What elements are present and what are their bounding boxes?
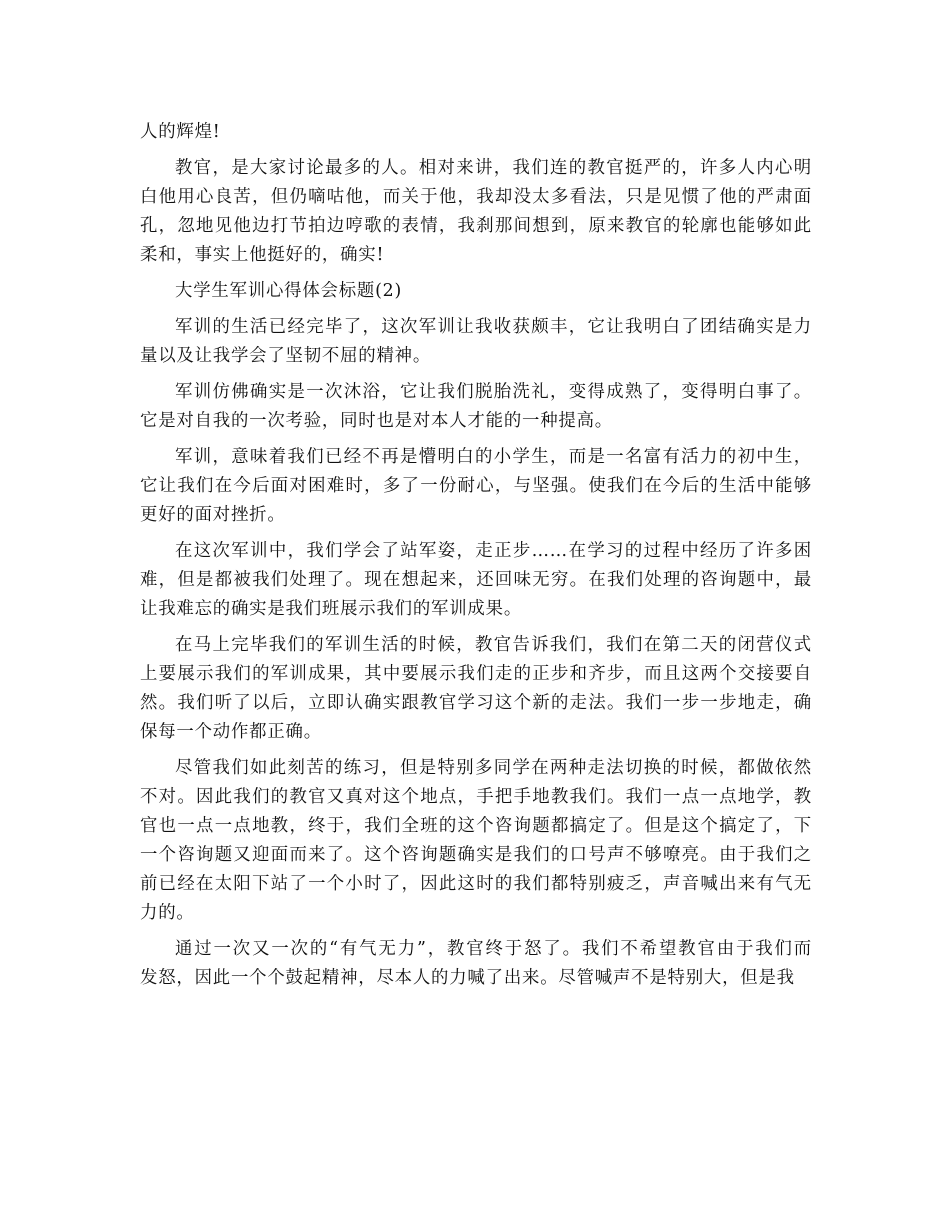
document-body	[140, 118, 812, 993]
paragraph-line: 更好的面对挫折。	[140, 505, 286, 525]
paragraph-line: 通过一次又一次的“有气无力”，教官终于怒了。我们不希望教官由于我们而	[175, 939, 812, 959]
paragraph-line: 在这次军训中，我们学会了站军姿，走正步……在学习的过程中经历了许多困	[175, 541, 812, 561]
paragraph-line: 难，但是都被我们处理了。现在想起来，还回味无穷。在我们处理的咨询题中，最	[140, 570, 812, 590]
paragraph-line: 上要展示我们的军训成果，其中要展示我们走的正步和齐步，而且这两个交接要自	[140, 664, 812, 684]
paragraph-line: 孔，忽地见他边打节拍边哼歌的表情，我刹那间想到，原来教官的轮廓也能够如此	[140, 216, 812, 236]
paragraph-line: 军训，意味着我们已经不再是懵明白的小学生，而是一名富有活力的初中生，	[175, 447, 812, 467]
paragraph-line: 白他用心良苦，但仍嘀咕他，而关于他，我却没太多看法，只是见惯了他的严肃面	[140, 187, 812, 207]
paragraph	[140, 631, 812, 747]
paragraph-line: 保每一个动作都正确。	[140, 722, 322, 742]
paragraph	[140, 935, 812, 993]
paragraph	[140, 754, 812, 928]
paragraph-line: 柔和，事实上他挺好的，确实!	[140, 245, 385, 265]
paragraph-line: 它让我们在今后面对困难时，多了一份耐心，与坚强。使我们在今后的生活中能够	[140, 476, 812, 496]
paragraph-line: 发怒，因此一个个鼓起精神，尽本人的力喊了出来。尽管喊声不是特别大，但是我	[140, 968, 795, 988]
paragraph-line: 军训的生活已经完毕了，这次军训让我收获颇丰，它让我明白了团结确实是力	[175, 317, 812, 337]
paragraph	[140, 313, 812, 371]
paragraph-line: 人的辉煌!	[140, 122, 221, 142]
paragraph	[140, 154, 812, 270]
paragraph-line: 尽管我们如此刻苦的练习，但是特别多同学在两种走法切换的时候，都做依然	[175, 758, 812, 778]
paragraph-line: 前已经在太阳下站了一个小时了，因此这时的我们都特别疲乏，声音喊出来有气无	[140, 874, 812, 894]
paragraph-line: 让我难忘的确实是我们班展示我们的军训成果。	[140, 599, 523, 619]
section-heading	[140, 277, 812, 306]
paragraph-line: 然。我们听了以后，立即认确实跟教官学习这个新的走法。我们一步一步地走，确	[140, 693, 812, 713]
paragraph-line: 力的。	[140, 903, 195, 923]
paragraph	[140, 118, 812, 147]
paragraph-line: 不对。因此我们的教官又真对这个地点，手把手地教我们。我们一点一点地学，教	[140, 787, 812, 807]
paragraph	[140, 537, 812, 624]
paragraph-line: 一个咨询题又迎面而来了。这个咨询题确实是我们的口号声不够嘹亮。由于我们之	[140, 845, 812, 865]
paragraph	[140, 378, 812, 436]
paragraph-line: 教官，是大家讨论最多的人。相对来讲，我们连的教官挺严的，许多人内心明	[175, 158, 812, 178]
paragraph-line: 量以及让我学会了坚韧不屈的精神。	[140, 346, 432, 366]
paragraph	[140, 443, 812, 530]
paragraph-line: 官也一点一点地教，终于，我们全班的这个咨询题都搞定了。但是这个搞定了，下	[140, 816, 812, 836]
paragraph-line: 在马上完毕我们的军训生活的时候，教官告诉我们，我们在第二天的闭营仪式	[175, 635, 812, 655]
paragraph-line: 它是对自我的一次考验，同时也是对本人才能的一种提高。	[140, 411, 613, 431]
paragraph-line: 大学生军训心得体会标题(2)	[175, 281, 403, 301]
paragraph-line: 军训仿佛确实是一次沐浴，它让我们脱胎洗礼，变得成熟了，变得明白事了。	[175, 382, 812, 402]
